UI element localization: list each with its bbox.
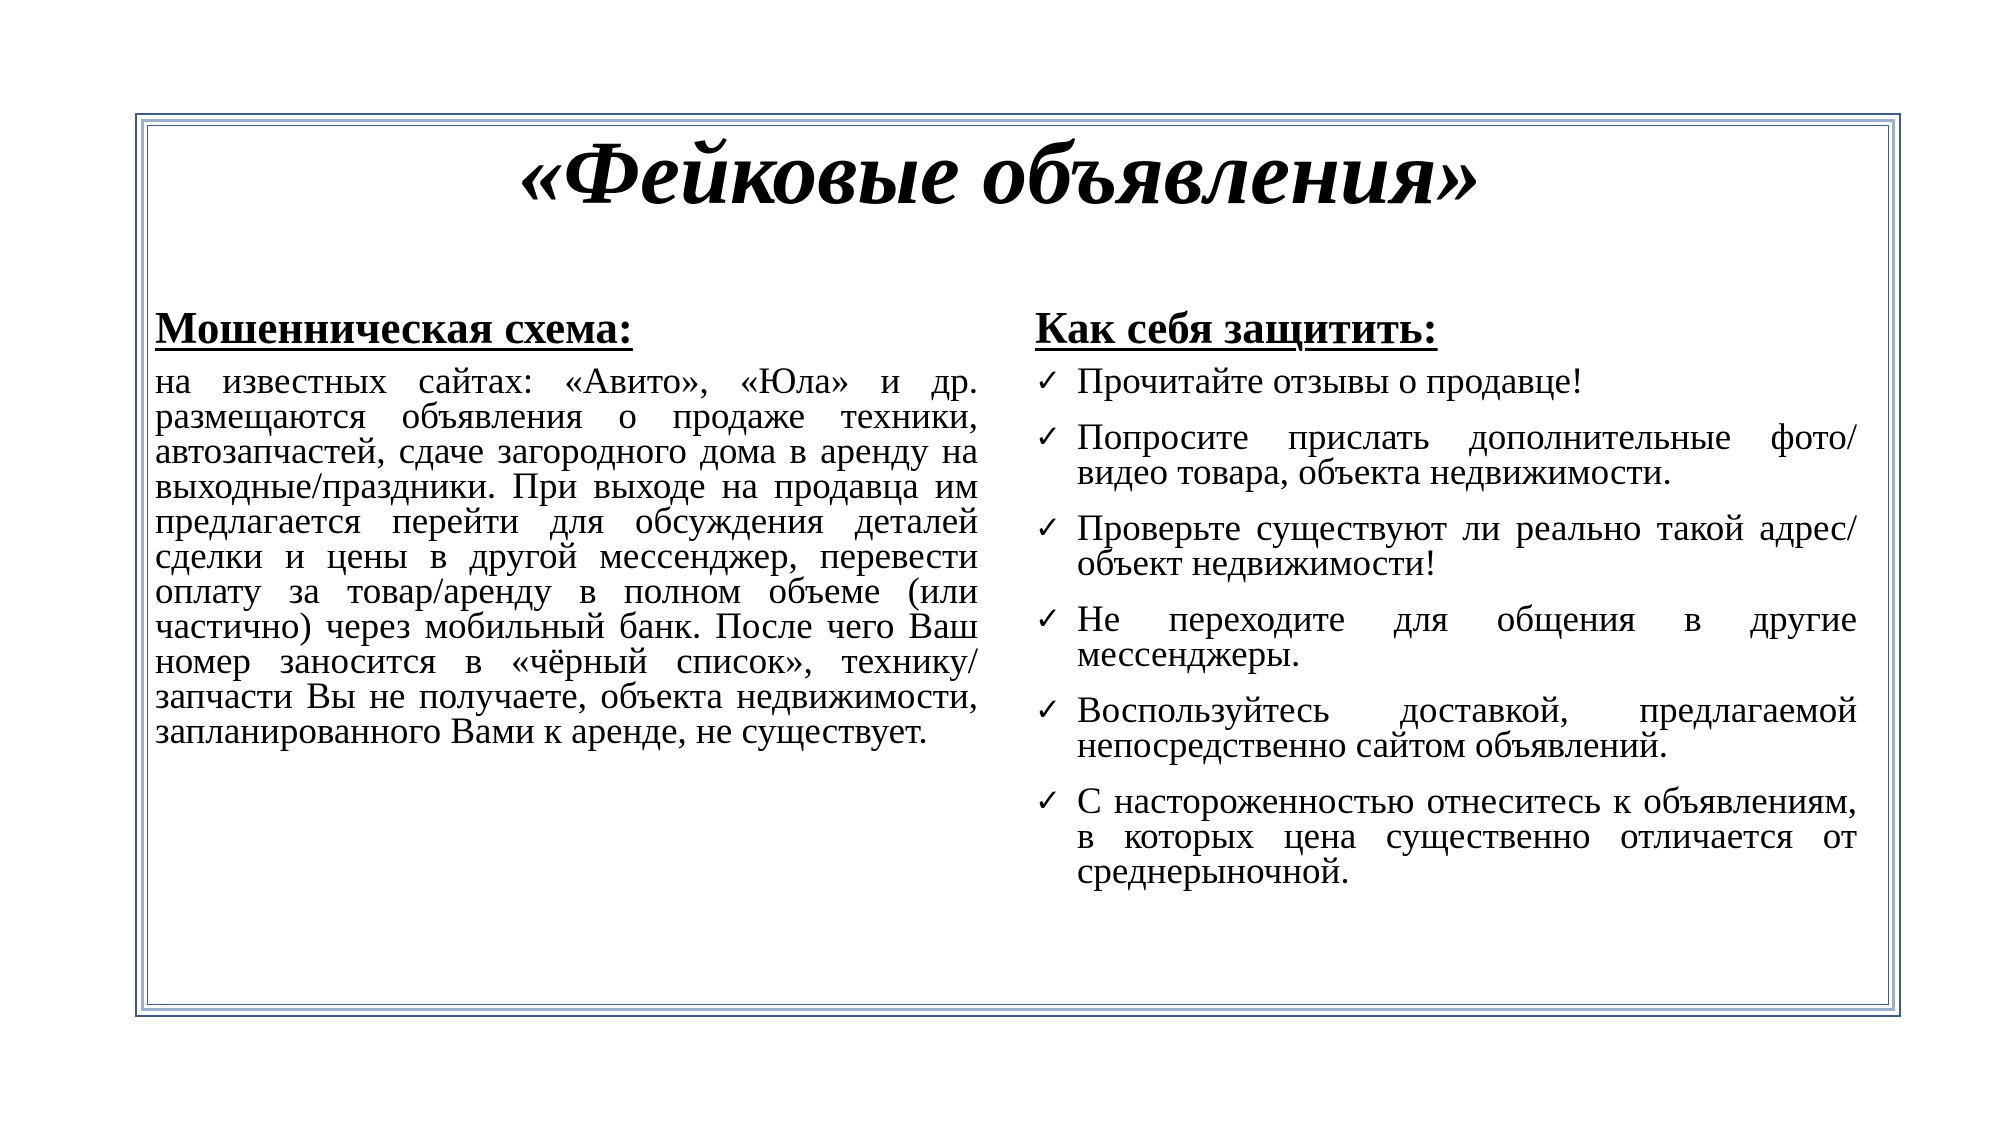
check-icon: ✓ [1035,692,1061,728]
check-icon: ✓ [1035,783,1061,819]
tip-text: Не переходите для общения в другие мессенджеры. [1077,599,1857,675]
tip-text: Попросите прислать дополнительные фото/видео товара, объекта недвижимости. [1077,417,1857,493]
protect-heading: Как себя защитить: [1035,303,1438,353]
tip-text: Проверьте существуют ли реально такой адрес/объект недвижимости! [1077,508,1857,584]
protect-section [1035,300,1857,910]
check-icon: ✓ [1035,510,1061,546]
check-icon: ✓ [1035,363,1061,399]
tip-item [1035,690,1857,766]
scheme-text: на известных сайтах: «Авито», «Юла» и др. размещаются объявления о продаже техники, автозапчастей, сдаче загородного дома в аренду на выходные/праздники. При выходе на продавца им предлагается перейти для обсуждения деталей сделки и цены в другой мессенджер, перевести оплату за товар/аренду в полном объеме (или частично) через мобильный банк. После чего Ваш номер заносится в «чёрный список», технику/запчасти Вы не получаете, объекта недвижимости, запланированного Вами к аренде, не существует. [155,361,978,752]
page-title: «Фейковые объявления» [518,124,1482,223]
tip-item [1035,781,1857,892]
scheme-section [155,300,978,752]
check-icon: ✓ [1035,601,1061,637]
tip-item [1035,417,1857,493]
tip-text: Воспользуйтесь доставкой, предлагаемой непосредственно сайтом объявлений. [1077,690,1857,766]
tip-item [1035,508,1857,584]
tip-text: Прочитайте отзывы о продавце! [1077,361,1584,402]
tips-list [1035,361,1857,892]
scheme-heading: Мошенническая схема: [155,303,633,353]
tip-item [1035,361,1857,402]
tip-text: С настороженностью отнеситесь к объявлениям, в которых цена существенно отличается от среднерыночной. [1077,781,1857,892]
tip-item [1035,599,1857,675]
check-icon: ✓ [1035,419,1061,455]
